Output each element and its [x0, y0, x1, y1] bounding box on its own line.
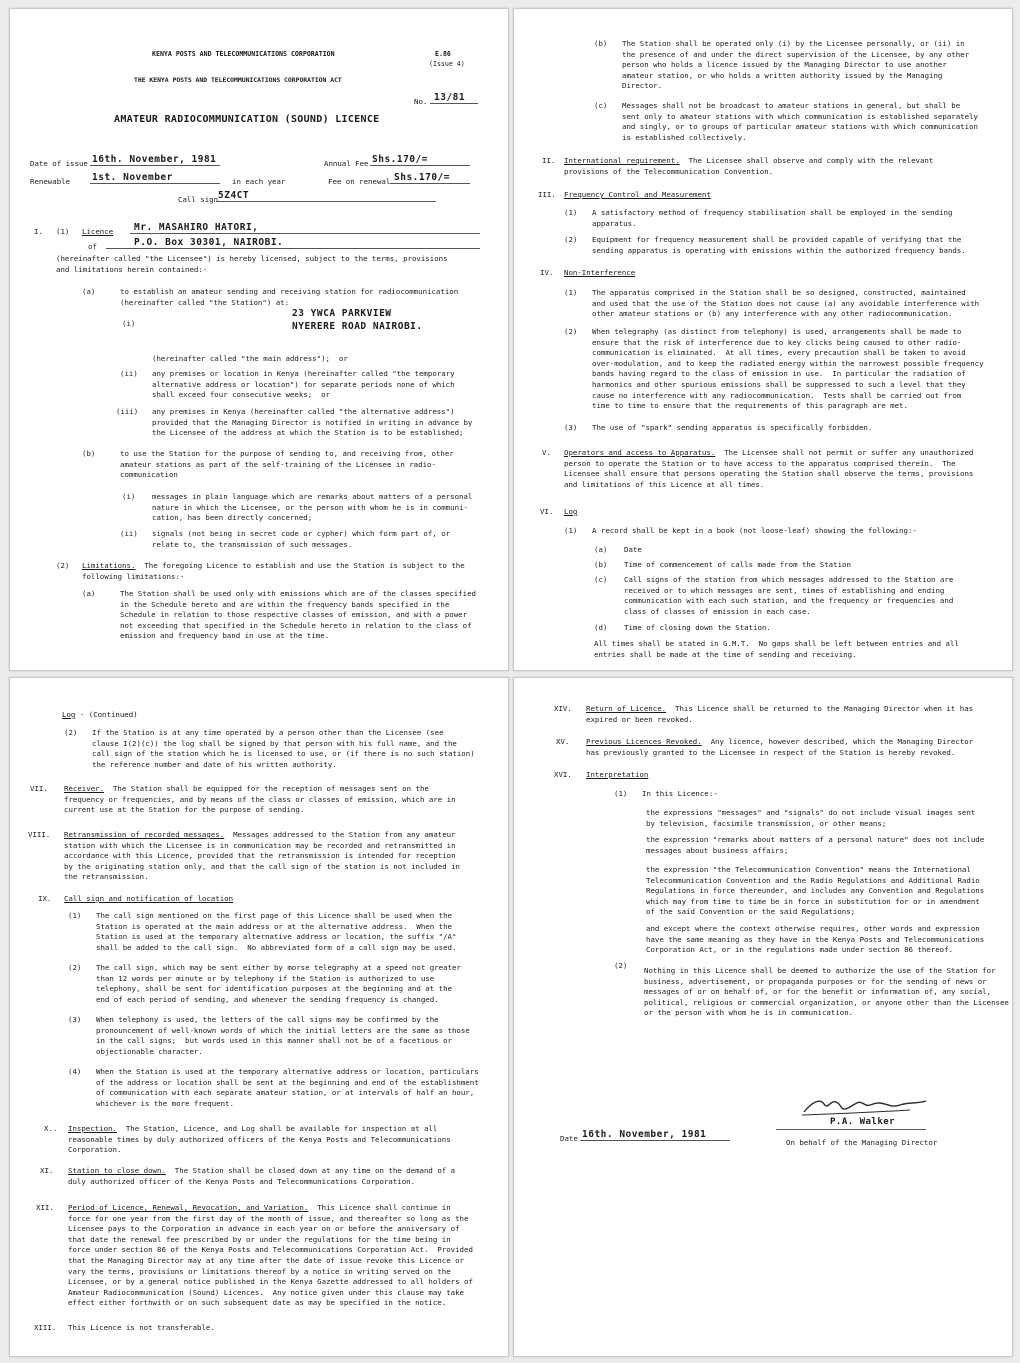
handwritten-signature: [800, 1092, 930, 1120]
call-sign-value: 5Z4CT: [218, 190, 250, 201]
section-VI-1-number: (1): [564, 526, 578, 535]
each-year-text: in each year: [232, 177, 286, 186]
section-IV-1-number: (1): [564, 288, 578, 297]
licence-no-label: No.: [414, 97, 428, 106]
fee-renewal-value: Shs.170/=: [394, 172, 450, 183]
definition-other-words: and except where the context otherwise requires, other words and expression have the same meaning as they have in the Kenya Posts and Telecommunications Corporation Act, or in the regulations made under section 86 thereof.: [646, 924, 985, 955]
section-IV-3-number: (3): [564, 423, 578, 432]
section-IX-3-number: (3): [68, 1015, 82, 1024]
log-b-text: Time of commencement of calls made from the Station: [624, 560, 851, 569]
section-IX-4-number: (4): [68, 1067, 82, 1076]
section-XIII-text: This Licence is not transferable.: [68, 1323, 215, 1332]
licence-no-value: 13/81: [434, 92, 466, 103]
licence-page-2: [513, 8, 1013, 671]
limitation-c-number: (c): [594, 101, 608, 110]
section-XVI-1-text: In this Licence:-: [642, 789, 718, 798]
section-III-1-number: (1): [564, 208, 578, 217]
limitation-c-text: Messages shall not be broadcast to amateur stations in general, but shall be sent only to amateur stations with which communication is established separately and singly, or to groups of particular amateur stations with which communication is established collectively.: [622, 101, 978, 142]
limitations-text: [82, 561, 465, 582]
licensee-address: P.O. Box 30301, NAIROBI.: [134, 237, 284, 248]
clause-b-text: to use the Station for the purpose of sending to, and receiving from, other amateur stations as part of the self-training of the Licensee in radio- communication: [120, 449, 454, 480]
clause-ii-number: (ii): [120, 369, 138, 378]
signing-date-value: 16th. November, 1981: [582, 1129, 707, 1140]
clause-b-i-number: (i): [122, 492, 136, 501]
section-VI-number: VI.: [540, 507, 554, 516]
section-IV-1-text: The apparatus comprised in the Station shall be so designed, constructed, maintained and used that the use of the Station does not cause (a) any avoidable interference with other amateur stations or (b) any interference with any other radiocommunication.: [592, 288, 980, 319]
section-II-number: II.: [542, 156, 556, 165]
clause-a-number: (a): [82, 287, 96, 296]
section-IX-1-number: (1): [68, 911, 82, 920]
licence-label: Licence: [82, 227, 114, 236]
section-IX-1-text: The call sign mentioned on the first page of this Licence shall be used when the Station is operated at the main address or at the alternative address. When the Station is used at the temporary alternative address or location, the suffix "/A" shall be added to the call sign. No abbreviated form of a call sign may be used.: [96, 911, 457, 952]
definition-messages: the expressions "messages" and "signals" do not include visual images sent by television, facsimile transmission, or other means;: [646, 808, 976, 828]
log-c-number: (c): [594, 575, 608, 584]
section-IV-number: IV.: [540, 268, 554, 277]
section-IV-2-number: (2): [564, 327, 578, 336]
station-address-line-1: 23 YWCA PARKVIEW: [292, 308, 392, 319]
section-XVI-number: XVI.: [554, 770, 572, 779]
log-a-text: Date: [624, 545, 642, 554]
on-behalf-text: On behalf of the Managing Director: [786, 1138, 938, 1147]
section-XI: [68, 1166, 455, 1187]
section-III-number: III.: [538, 190, 556, 199]
main-address-text: (hereinafter called "the main address"); or: [152, 354, 348, 363]
clause-ii-text: any premises or location in Kenya (hereinafter called "the temporary alternative address or location") for separate periods none of which shall exceed four consecutive weeks; or: [152, 369, 455, 400]
station-address-line-2: NYERERE ROAD NAIROBI.: [292, 321, 423, 332]
section-XII-heading: Period of Licence, Renewal, Revocation, and Variation.: [68, 1203, 309, 1212]
section-X-heading: Inspection.: [68, 1124, 117, 1133]
section-IV-2-text: When telegraphy (as distinct from telephony) is used, arrangements shall be made to ensure that the risk of interference due to key clicks being caused to other radio- communication is eliminated. At all times, every precaution shall be taken to avoid over-modulation, and to keep the radiated energy within the narrowest possible frequency bands having regard to the class of emission in use. In particular the radiation of harmonics and other spurious emissions shall be suppressed to such a level that they cause no interference with any radiocommunication. Tests shall be carried out from time to time to ensure that the requirements of this paragraph are met.: [592, 327, 984, 411]
section-XI-heading: Station to close down.: [68, 1166, 166, 1175]
section-XVI-2-number: (2): [614, 961, 628, 970]
clause-b-i-text: messages in plain language which are remarks about matters of a personal nature in which the Licensee, or the person with whom he is in communi- cation, has been directly concerned;: [152, 492, 473, 523]
limitation-b-text: The Station shall be operated only (i) by the Licensee personally, or (ii) in the presence of and under the direct supervision of the Licensee, by any other person who holds a licence issued by the Managing Director to use another amateur station, or who holds a written authority issued by the Managing Director.: [622, 39, 970, 91]
act-title: THE KENYA POSTS AND TELECOMMUNICATIONS CORPORATION ACT: [134, 76, 342, 84]
section-IV-3-text: The use of "spark" sending apparatus is specifically forbidden.: [592, 423, 873, 432]
clause-b-number: (b): [82, 449, 96, 458]
section-XIV: [586, 704, 973, 725]
clause-1-number: (1): [56, 227, 70, 236]
section-XII-body: This Licence shall continue in force for one year from the first day of the month of issue, and thereafter so long as the Licensee pays to the Corporation in advance in each year on or before the anniversary of that date the renewal fee prescribed by or under the regulations for the time being in force under section 86 of the Kenya Posts and Telecommunications Corporation Act. Provided that the Managing Director may at any time after the date of issue revoke this Licence or vary the terms, provisions or limitations thereof by a notice in writing served on the Licensee, or by a general notice published in the Kenya Gazette addressed to all holders of Amateur Radiocommunication (Sound) Licences. Any notice given under this clause may take effect either forthwith or on such subsequent date as may be specified in the notice.: [68, 1203, 473, 1308]
log-2-text: If the Station is at any time operated by a person other than the Licensee (see clause I(2)(c)) the log shall be signed by that person with his full name, and the call sign of the station which he is licensed to use, or (if there is no such station) the reference number and date of his written authority.: [92, 728, 475, 769]
section-XV-number: XV.: [556, 737, 570, 746]
form-number: E.86: [435, 50, 451, 58]
clause-i-number: (i): [122, 319, 136, 328]
clause-b-ii-number: (ii): [120, 529, 138, 538]
section-XV-body: Any licence, however described, which the Managing Director has previously granted to the Licensee in respect of the Station is hereby revoked.: [586, 737, 974, 757]
section-XIV-number: XIV.: [554, 704, 572, 713]
annual-fee-label: Annual Fee: [324, 159, 369, 168]
date-issue-label: Date of issue: [30, 159, 88, 168]
section-IV-heading: Non-Interference: [564, 268, 636, 277]
signer-name: P.A. Walker: [830, 1117, 896, 1127]
log-a-number: (a): [594, 545, 608, 554]
section-X-body: The Station, Licence, and Log shall be available for inspection at all reasonable times by duly authorized officers of the Kenya Posts and Telecommunications Corporation.: [68, 1124, 451, 1155]
section-II-heading: International requirement.: [564, 156, 680, 165]
licence-page-1: [9, 8, 509, 671]
section-III-heading: Frequency Control and Measurement: [564, 190, 711, 199]
licence-title: AMATEUR RADIOCOMMUNICATION (SOUND) LICENCE: [114, 114, 380, 125]
limitation-b-number: (b): [594, 39, 608, 48]
corporation-name: KENYA POSTS AND TELECOMMUNICATIONS CORPORATION: [152, 50, 335, 58]
log-gmt-text: All times shall be stated in G.M.T. No gaps shall be left between entries and all entries shall be made at the time of sending and receiving.: [594, 639, 959, 659]
renewable-value: 1st. November: [92, 172, 173, 183]
limitation-a-text: The Station shall be used only with emissions which are of the classes specified in the Schedule hereto and are within the frequency bands specified in the Schedule in relation to those respective classes of emission, and with a power not exceeding that specified in the Schedule hereto in relation to the class of emission and frequency band in use at the time.: [120, 589, 476, 641]
fee-renewal-label: Fee on renewal: [328, 177, 391, 186]
section-VIII-number: VIII.: [28, 830, 51, 839]
log-d-number: (d): [594, 623, 608, 632]
licensee-name: Mr. MASAHIRO HATORI,: [134, 222, 259, 233]
limitation-a-number: (a): [82, 589, 96, 598]
section-III-2-text: Equipment for frequency measurement shall be provided capable of verifying that the sending apparatus is operating with emissions within the authorized frequency bands.: [592, 235, 966, 255]
section-V-body: The Licensee shall not permit or suffer any unauthorized person to operate the Station or to have access to the apparatus comprised therein. The Licensee shall ensure that persons operating the Station shall observe the terms, provisions and limitations of this Licence at all times.: [564, 448, 974, 489]
section-VIII-body: Messages addressed to the Station from any amateur station with which the Licensee is in communication may be recorded and retransmitted in accordance with this Licence, provided that the retransmission is intended for reception by the originating station only, and that the call sign of the station is not included in the retransmission.: [64, 830, 461, 882]
section-VI-heading: Log: [564, 507, 578, 516]
section-XIII-number: XIII.: [34, 1323, 57, 1332]
section-V-heading: Operators and access to Apparatus.: [564, 448, 716, 457]
log-continued-heading: [62, 710, 138, 721]
section-X-number: X..: [44, 1124, 58, 1133]
section-IX-heading: Call sign and notification of location: [64, 894, 234, 903]
section-IX-2-text: The call sign, which may be sent either by morse telegraphy at a speed not greater than 12 words per minute or by telephony if the Station is authorized to use telephony, shall be sent for identification purposes at the beginning and at the end of each period of sending, and whenever the sending frequency is changed.: [96, 963, 461, 1004]
section-IX-2-number: (2): [68, 963, 82, 972]
signing-date-label: Date: [560, 1134, 578, 1143]
section-VII-body: The Station shall be equipped for the reception of messages sent on the frequency or frequencies, and by means of the class or classes of emission, which are in current use at the Station for the purpose of sending.: [64, 784, 456, 815]
section-III-1-text: A satisfactory method of frequency stabilisation shall be employed in the sending apparatus.: [592, 208, 953, 228]
log-b-number: (b): [594, 560, 608, 569]
log-d-text: Time of closing down the Station.: [624, 623, 771, 632]
section-V-number: V.: [542, 448, 551, 457]
section-XV-heading: Previous Licences Revoked.: [586, 737, 702, 746]
clause-iii-text: any premises in Kenya (hereinafter called "the alternative address") provided that the Managing Director is notified in writing in advance by the Licensee of the address at which the Station is to be established;: [152, 407, 473, 438]
section-X: [68, 1124, 451, 1156]
section-XV: [586, 737, 973, 758]
section-III-2-number: (2): [564, 235, 578, 244]
licence-page-3: [9, 677, 509, 1357]
section-VII-number: VII.: [30, 784, 48, 793]
date-issue-value: 16th. November, 1981: [92, 154, 217, 165]
section-IX-3-text: When telephony is used, the letters of the call signs may be confirmed by the pronouncement of well-known words of which the initial letters are the same as those in the call signs; but words used in this manner shall not be of a facetious or objectionable character.: [96, 1015, 470, 1056]
section-IX-4-text: When the Station is used at the temporary alternative address or location, particulars of the address or location shall be sent at the beginning and end of the establishment of communication with each separate amateur station, or at intervals of half an hour, whichever is the more frequent.: [96, 1067, 479, 1108]
section-XVI-2-text: Nothing in this Licence shall be deemed to authorize the use of the Station for business, advertisement, or propaganda purposes or for the sending of news or messages of or on behalf of, or for the benefit or information of, any social, political, religious or commercial organization, or anyone other than the Licensee or the person with whom he is in communication.: [644, 966, 1009, 1018]
limitations-body: The foregoing Licence to establish and use the Station is subject to the following limitations:-: [82, 561, 465, 581]
section-VII: [64, 784, 456, 816]
of-label: of: [88, 242, 97, 251]
log-2-number: (2): [64, 728, 78, 737]
definition-personal-nature: the expression "remarks about matters of a personal nature" does not include messages about business affairs;: [646, 835, 985, 855]
log-continued-label: - (Continued): [75, 710, 138, 719]
licence-page-4: [513, 677, 1013, 1357]
renewable-label: Renewable: [30, 177, 71, 186]
section-XIV-body: This Licence shall be returned to the Managing Director when it has expired or been revoked.: [586, 704, 974, 724]
clause-2-number: (2): [56, 561, 70, 570]
section-XII: [68, 1203, 473, 1309]
section-XI-body: The Station shall be closed down at any time on the demand of a duly authorized officer of the Kenya Posts and Telecommunications Corporation.: [68, 1166, 456, 1186]
section-XI-number: XI.: [40, 1166, 54, 1175]
clause-b-ii-text: signals (not being in secret code or cypher) which form part of, or relate to, the transmission of such messages.: [152, 529, 451, 549]
limitations-heading: Limitations.: [82, 561, 136, 570]
section-XVI-heading: Interpretation: [586, 770, 649, 779]
clause-a-text: to establish an amateur sending and receiving station for radiocommunication (hereinafter called "the Station") at:: [120, 287, 459, 307]
section-I-number: I.: [34, 227, 43, 236]
section-V: [564, 448, 973, 490]
section-VII-heading: Receiver.: [64, 784, 105, 793]
section-VIII-heading: Retransmission of recorded messages.: [64, 830, 225, 839]
section-VI-1-text: A record shall be kept in a book (not loose-leaf) showing the following:-: [592, 526, 917, 535]
log-heading: Log: [62, 710, 76, 719]
hereinafter-text: (hereinafter called "the Licensee") is hereby licensed, subject to the terms, provisions and limitations herein contained:-: [56, 254, 448, 274]
log-c-text: Call signs of the station from which messages addressed to the Station are received or to which messages are sent, times of establishing and ending communication with each such station, and the frequency or frequencies and class of classes of emission in each case.: [624, 575, 954, 616]
section-II-body: The Licensee shall observe and comply with the relevant provisions of the Telecommunication Convention.: [564, 156, 934, 176]
definition-telecommunication-convention: the expression "the Telecommunication Convention" means the International Telecommunication Convention and the Radio Regulations and Additional Radio Regulations in force thereunder, and includes any Convention and Regulations which may from time to time be in force in substitution for or in amendment of the said Convention or the said Regulations;: [646, 865, 985, 917]
section-IX-number: IX.: [38, 894, 52, 903]
section-XIV-heading: Return of Licence.: [586, 704, 667, 713]
section-XVI-1-number: (1): [614, 789, 628, 798]
call-sign-label: Call sign: [178, 195, 219, 204]
clause-iii-number: (iii): [116, 407, 139, 416]
form-issue: (Issue 4): [429, 60, 465, 68]
section-XII-number: XII.: [36, 1203, 54, 1212]
annual-fee-value: Shs.170/=: [372, 154, 428, 165]
section-VIII: [64, 830, 460, 883]
section-II: [564, 156, 933, 177]
